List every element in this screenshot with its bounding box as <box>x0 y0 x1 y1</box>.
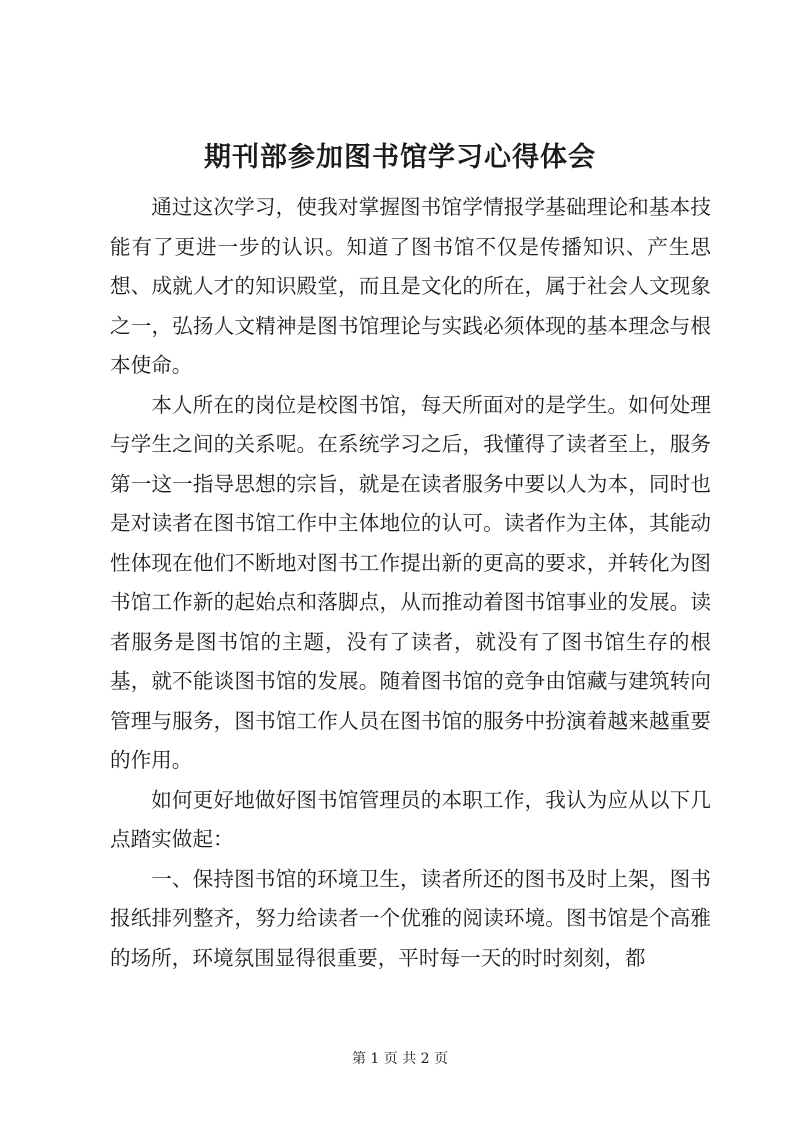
paragraph-1: 通过这次学习，使我对掌握图书馆学情报学基础理论和基本技能有了更进一步的认识。知道了图书馆不仅是传播知识、产生思想、成就人才的知识殿堂，而且是文化的所在，属于社会人文现象之一，弘扬人文精神是图书馆理论与实践必须体现的基本理念与根本使命。 <box>110 195 711 377</box>
page-footer: 第 1 页 共 2 页 <box>351 1051 449 1067</box>
document-title: 期刊部参加图书馆学习心得体会 <box>204 142 596 173</box>
document-body <box>110 188 711 978</box>
paragraph-3: 如何更好地做好图书馆管理员的本职工作，我认为应从以下几点踏实做起： <box>110 787 711 851</box>
paragraph-2: 本人所在的岗位是校图书馆，每天所面对的是学生。如何处理与学生之间的关系呢。在系统学习之后，我懂得了读者至上，服务第一这一指导思想的宗旨，就是在读者服务中要以人为本，同时也是对读者在图书馆工作中主体地位的认可。读者作为主体，其能动性体现在他们不断地对图书工作提出新的更高的要求，并转化为图书馆工作新的起始点和落脚点，从而推动着图书馆事业的发展。读者服务是图书馆的主题，没有了读者，就没有了图书馆生存的根基，就不能谈图书馆的发展。随着图书馆的竞争由馆藏与建筑转向管理与服务，图书馆工作人员在图书馆的服务中扮演着越来越重要的作用。 <box>110 392 711 772</box>
paragraph-4: 一、保持图书馆的环境卫生，读者所还的图书及时上架，图书报纸排列整齐，努力给读者一个优雅的阅读环境。图书馆是个高雅的场所，环境氛围显得很重要，平时每一天的时时刻刻，都 <box>110 866 711 970</box>
